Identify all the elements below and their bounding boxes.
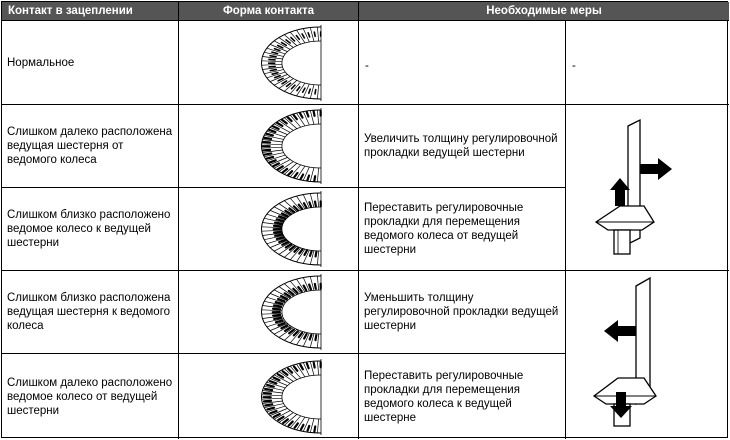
gear-contact-gear-far-icon [179,354,359,439]
row-gear-far-condition: Слишком далеко расположено ведомое колесо от ведущей шестерни [2,354,179,439]
gear-contact-pinion-close-icon [179,271,359,354]
row-gear-close-measure: Переставить регулировочные прокладки для перемещения ведомого колеса от ведущей шестерни [359,188,566,271]
header-measures: Необходимые меры [359,2,729,21]
row-normal-measure: - [359,21,566,105]
gear-contact-pinion-far-icon [179,105,359,188]
row-gear-far-measure: Переставить регулировочные прокладки для перемещения ведомого колеса к ведущей шестерне [359,354,566,439]
row-pinion-close-condition: Слишком близко расположена ведущая шестерня к ведомого колеса [2,271,179,354]
row-pinion-close-measure: Уменьшить толщину регулировочной прокладки ведущей шестерни [359,271,566,354]
header-contact: Контакт в зацеплении [2,2,179,21]
row-normal-condition: Нормальное [2,21,179,105]
adjustment-diagram-outward-icon [566,105,729,271]
row-pinion-far-condition: Слишком далеко расположена ведущая шестерня от ведомого колеса [2,105,179,188]
row-normal-measure-2: - [566,21,729,105]
adjustment-table [1,1,728,438]
row-gear-close-condition: Слишком близко расположено ведомое колесо к ведущей шестерни [2,188,179,271]
row-pinion-far-measure: Увеличить толщину регулировочной прокладки ведущей шестерни [359,105,566,188]
header-contact-shape: Форма контакта [179,2,359,21]
gear-contact-gear-close-icon [179,188,359,271]
gear-contact-normal-icon [179,21,359,105]
adjustment-diagram-inward-icon [566,271,729,439]
